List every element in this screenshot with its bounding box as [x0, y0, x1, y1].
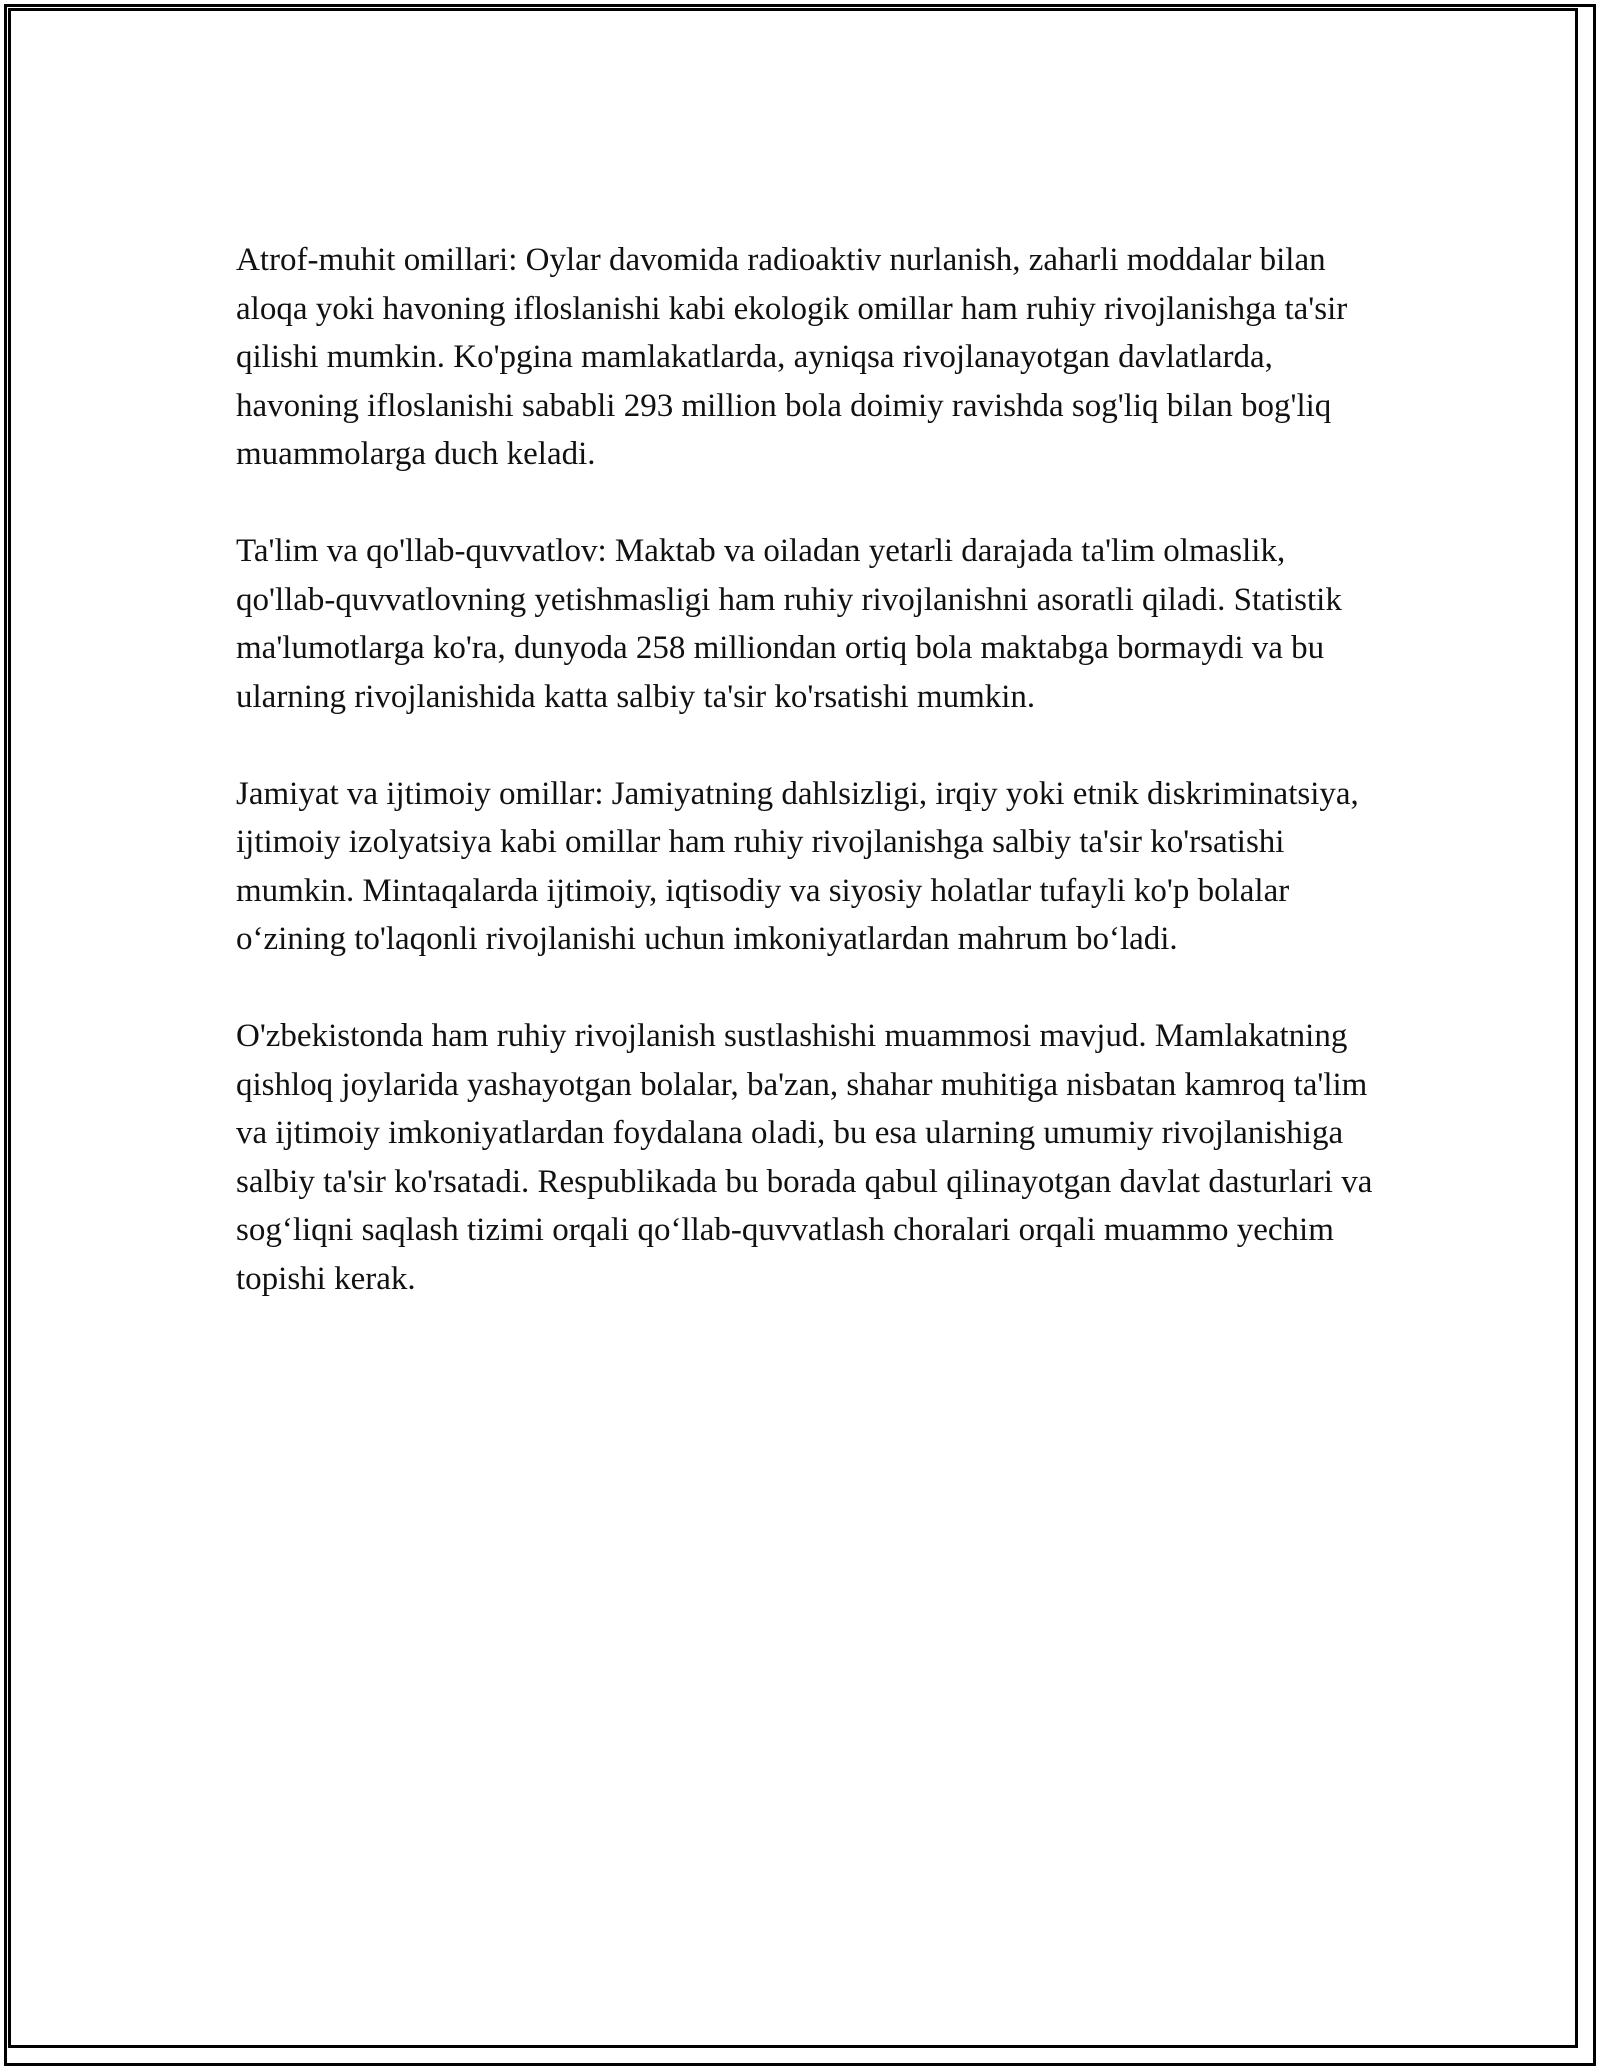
paragraph-uzbekistan: O'zbekistonda ham ruhiy rivojlanish sustlashishi muammosi mavjud. Mamlakatning qishloq joylarida yashayotgan bolalar, ba'zan, shahar muhitiga nisbatan kamroq ta'lim va ijtimoiy imkoniyatlardan foydalana oladi, bu esa ularning umumiy rivojlanishiga salbiy ta'sir ko'rsatadi. Respublikada bu borada qabul qilinayotgan davlat dasturlari va sog‘liqni saqlash tizimi orqali qo‘llab-quvvatlash choralari orqali muammo yechim topishi kerak.: [236, 1018, 1373, 1297]
paragraph-social-factors: Jamiyat va ijtimoiy omillar: Jamiyatning dahlsizligi, irqiy yoki etnik diskriminatsiya, ijtimoiy izolyatsiya kabi omillar ham ruhiy rivojlanishga salbiy ta'sir ko'rsatishi mumkin. Mintaqalarda ijtimoiy, iqtisodiy va siyosiy holatlar tufayli ko'p bolalar o‘zining to'laqonli rivojlanishi uchun imkoniyatlardan mahrum bo‘ladi.: [236, 775, 1359, 957]
paragraph-education-support: Ta'lim va qo'llab-quvvatlov: Maktab va oiladan yetarli darajada ta'lim olmaslik, qo'llab-quvvatlovning yetishmasligi ham ruhiy rivojlanishni asoratli qiladi. Statistik ma'lumotlarga ko'ra, dunyoda 258 milliondan ortiq bola maktabga bormaydi va bu ularning rivojlanishida katta salbiy ta'sir ko'rsatishi mumkin.: [236, 533, 1342, 715]
document-body: [236, 236, 1386, 1352]
paragraph-environmental-factors: Atrof-muhit omillari: Oylar davomida radioaktiv nurlanish, zaharli moddalar bilan aloqa yoki havoning ifloslanishi kabi ekologik omillar ham ruhiy rivojlanishga ta'sir qilishi mumkin. Ko'pgina mamlakatlarda, ayniqsa rivojlanayotgan davlatlarda, havoning ifloslanishi sababli 293 million bola doimiy ravishda sog'liq bilan bog'liq muammolarga duch keladi.: [236, 242, 1348, 472]
